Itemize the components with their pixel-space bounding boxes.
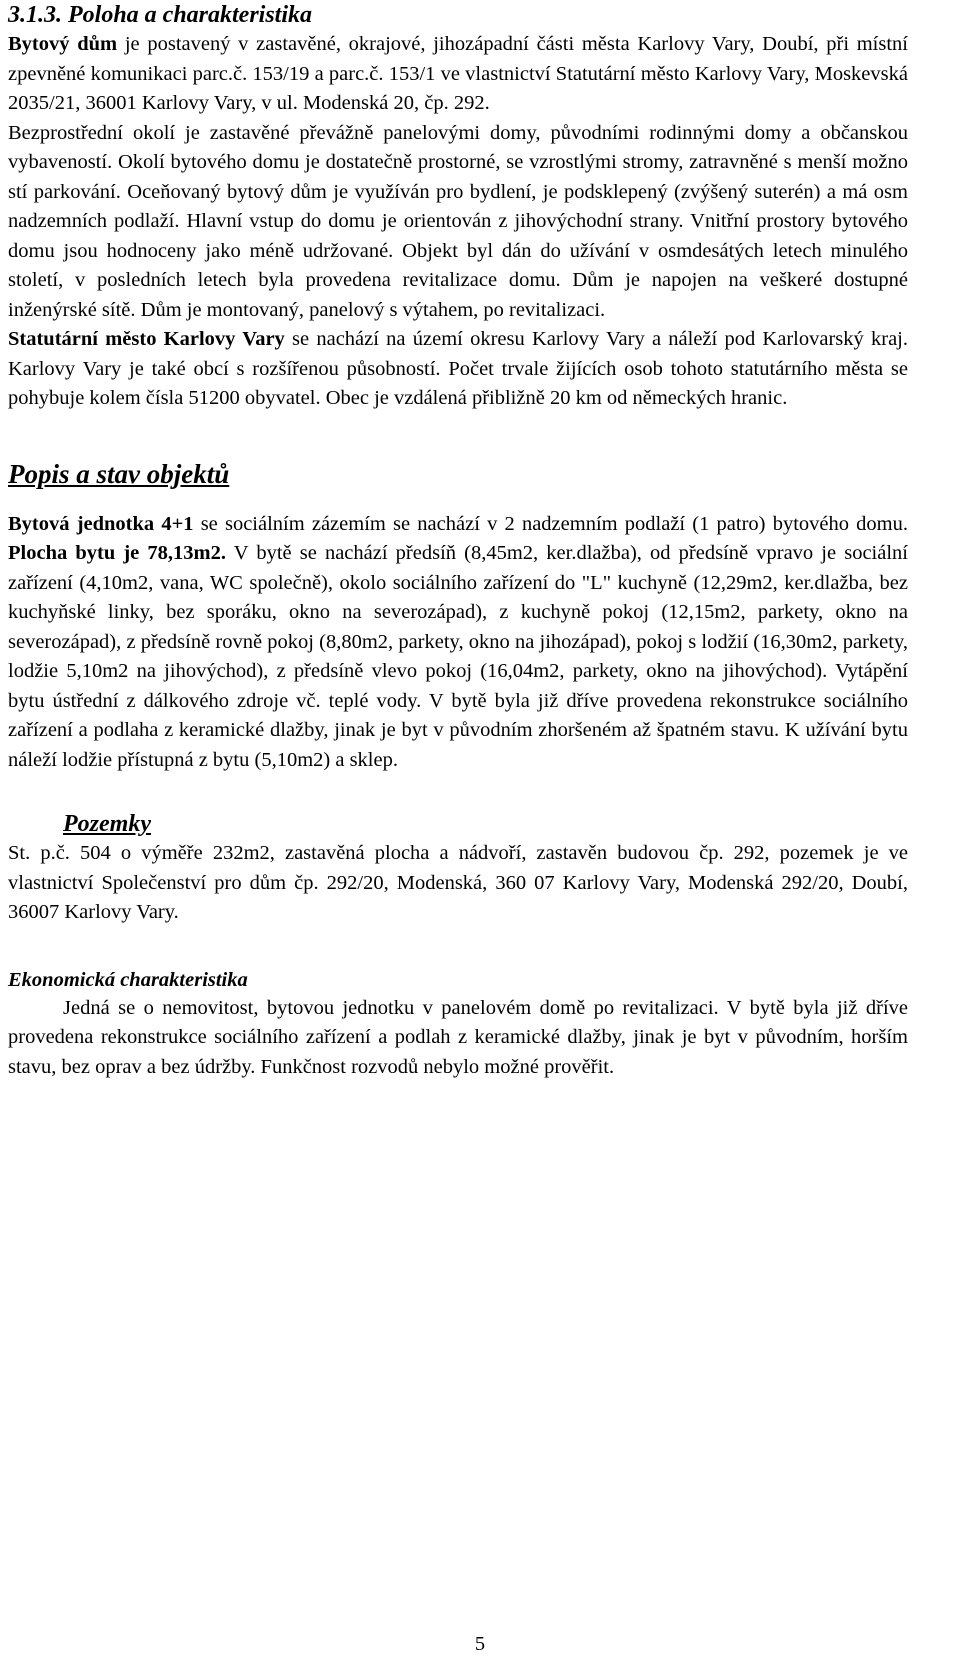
unit-description-paragraph xyxy=(8,510,908,776)
description-title: Popis a stav objektů xyxy=(8,458,230,489)
city-label: Statutární město Karlovy Vary xyxy=(8,328,285,350)
location-text: je postavený v zastavěné, okrajové, jihozápadní části města Karlovy Vary, Doubí, při místní zpevněné komunikaci parc.č. 153/19 a parc.č. 153/1 ve vlastnictví Statutární město Karlovy Vary, Moskevská 2035/21, 36001 Karlovy Vary, v ul. Modenská 20, čp. 292. xyxy=(8,33,908,114)
surroundings-paragraph: Bezprostřední okolí je zastavěné převážně panelovými domy, původními rodinnými domy a občanskou vybaveností. Okolí bytového domu je dostatečně prostorné, se vzrostlými stromy, zatravněné s menší možno stí parkování. Oceňovaný bytový dům je využíván pro bydlení, je podsklepený (zvýšený suterén) a má osm nadzemních podlaží. Hlavní vstup do domu je orientován z jihovýchodní strany. Vnitřní prostory bytového domu jsou hodnoceny jako méně udržované. Objekt byl dán do užívání v osmdesátých letech minulého století, v posledních letech byla provedena revitalizace domu. Dům je napojen na veškeré dostupné inženýrské sítě. Dům je montovaný, panelový s výtahem, po revitalizaci. xyxy=(8,121,908,321)
unit-text-a: se sociálním zázemím se nachází v 2 nadzemním podlaží (1 patro) bytového domu. xyxy=(193,512,908,535)
section-heading: 3.1.3. Poloha a charakteristika xyxy=(8,2,313,28)
page-number: 5 xyxy=(474,1633,486,1655)
economic-paragraph: Jedná se o nemovitost, bytovou jednotku v panelovém domě po revitalizaci. V bytě byla již dříve provedena rekonstrukce sociálního zařízení a podlah z keramické dlažby, jinak je byt v původním, horším stavu, bez oprav a bez údržby. Funkčnost rozvodů nebylo možné prověřit. xyxy=(8,996,908,1078)
unit-text-b: V bytě se nachází předsíň (8,45m2, ker.dlažba), od předsíně vpravo je sociální zařízení (4,10m2, vana, WC společně), okolo sociálního zařízení do "L" kuchyně (12,29m2, ker.dlažba, bez kuchyňské linky, bez sporáku, okno na severozápad), z kuchyně pokoj (12,15m2, parkety, okno na severozápad), z předsíně rovně pokoj (8,80m2, parkety, okno na jihozápad), pokoj s lodžií (16,30m2, parkety, lodžie 5,10m2 na jihovýchod), z předsíně vlevo pokoj (16,04m2, parkety, okno na jihovýchod). Vytápění bytu ústřední z dálkového zdroje vč. teplé vody. V bytě byla již dříve provedena rekonstrukce sociálního zařízení a podlaha z keramické dlažby, jinak je byt v původním zhoršeném až špatném stavu. K užívání bytu náleží lodžie přístupná z bytu (5,10m2) a sklep. xyxy=(8,542,908,771)
building-label: Bytový dům xyxy=(8,33,118,55)
location-paragraph xyxy=(8,30,908,119)
city-paragraph xyxy=(8,325,908,414)
economic-title: Ekonomická charakteristika xyxy=(8,968,248,991)
land-paragraph: St. p.č. 504 o výměře 232m2, zastavěná plocha a nádvoří, zastavěn budovou čp. 292, pozemek je ve vlastnictví Společenství pro dům čp. 292/20, Modenská, 360 07 Karlovy Vary, Modenská 292/20, Doubí, 36007 Karlovy Vary. xyxy=(8,842,908,923)
land-title: Pozemky xyxy=(63,811,151,837)
unit-area: Plocha bytu je 78,13m2. xyxy=(8,542,226,564)
unit-label: Bytová jednotka 4+1 xyxy=(8,512,194,535)
city-text: se nachází na území okresu Karlovy Vary a náleží pod Karlovarský kraj. Karlovy Vary je také obcí s rozšířenou působností. Počet trvale žijících osob tohoto statutárního města se pohybuje kolem čísla 51200 obyvatel. Obec je vzdálená přibližně 20 km od německých hranic. xyxy=(8,328,908,409)
document-page xyxy=(8,0,908,1082)
